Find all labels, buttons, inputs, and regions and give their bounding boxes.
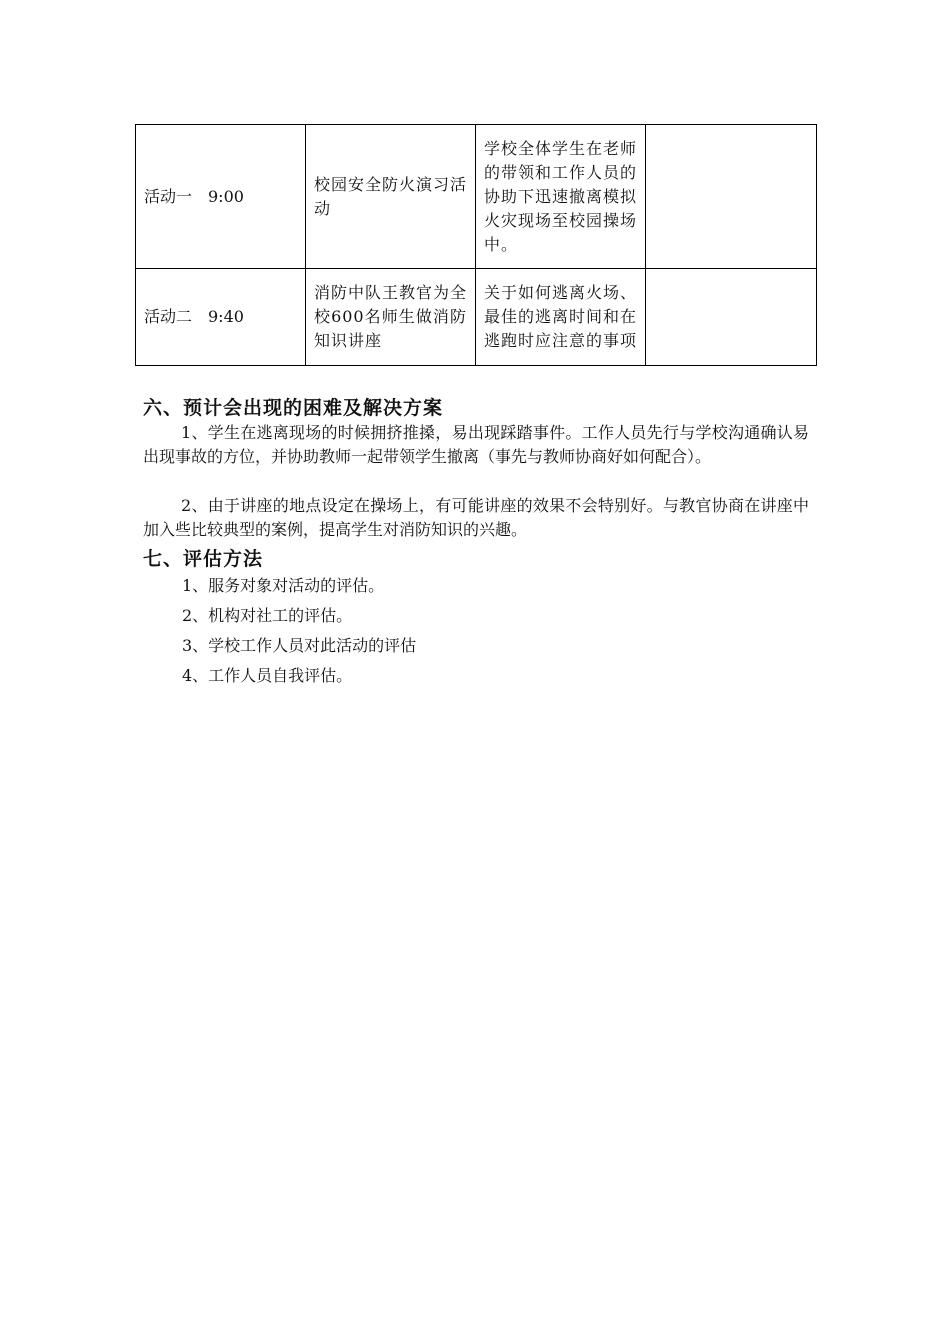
evaluation-item: 4、工作人员自我评估。 xyxy=(182,666,353,685)
section-7-heading: 七、评估方法 xyxy=(143,548,264,570)
activity-schedule-table xyxy=(135,124,817,366)
section-6-paragraph-1: 1、学生在逃离现场的时候拥挤推搡，易出现踩踏事件。工作人员先行与学校沟通确认易出现事故的方位，并协助教师一起带领学生撤离（事先与教师协商好如何配合）。 xyxy=(143,423,809,466)
activity-time-cell: 活动二 9:40 xyxy=(136,269,306,366)
activity-time-cell: 活动一 9:00 xyxy=(136,125,306,269)
evaluation-item: 1、服务对象对活动的评估。 xyxy=(182,576,385,595)
activity-content-cell: 校园安全防火演习活动 xyxy=(306,125,476,269)
activity-description-cell: 关于如何逃离火场、最佳的逃离时间和在逃跑时应注意的事项 xyxy=(476,269,646,366)
table-row xyxy=(136,125,817,269)
evaluation-item: 3、学校工作人员对此活动的评估 xyxy=(182,636,417,655)
evaluation-item: 2、机构对社工的评估。 xyxy=(182,606,353,625)
activity-remarks-cell xyxy=(646,125,817,269)
activity-content-cell: 消防中队王教官为全校600名师生做消防知识讲座 xyxy=(306,269,476,366)
activity-description-cell: 学校全体学生在老师的带领和工作人员的协助下迅速撤离模拟火灾现场至校园操场中。 xyxy=(476,125,646,269)
section-6-heading: 六、预计会出现的困难及解决方案 xyxy=(143,397,444,419)
section-6-paragraph-2: 2、由于讲座的地点设定在操场上，有可能讲座的效果不会特别好。与教官协商在讲座中加入些比较典型的案例，提高学生对消防知识的兴趣。 xyxy=(143,496,809,539)
activity-remarks-cell xyxy=(646,269,817,366)
table-row xyxy=(136,269,817,366)
